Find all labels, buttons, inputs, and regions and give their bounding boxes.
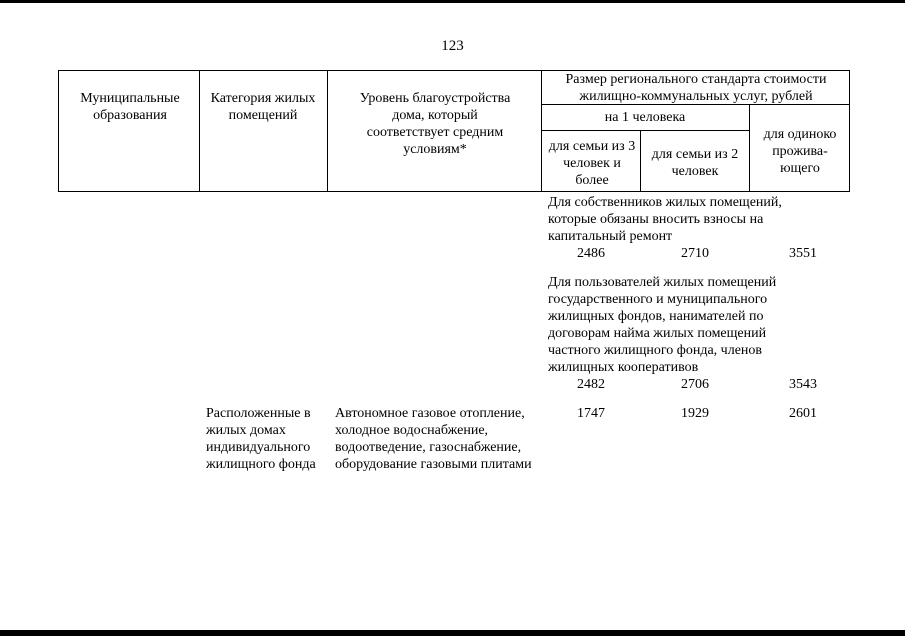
section-users-value-family2: 2706: [681, 377, 709, 392]
table-border-left: [58, 70, 59, 192]
section-owners-value-family3: 2486: [577, 246, 605, 261]
header-family-3: для семьи из 3 человек и более: [548, 139, 636, 188]
row-level: Автономное газовое отопление, холодное водоснабжение, водоотведение, газоснабжение, оборудование газовыми плитами: [335, 406, 532, 472]
table-border-right: [849, 70, 850, 192]
section-users-label: Для пользователей жилых помещений государственного и муниципального жилищных фондов, нанимателей по договорам найма жилых помещений частного жилищного фонда, членов жилищных кооперативов: [548, 275, 777, 375]
header-family-2: для семьи из 2 человек: [651, 147, 739, 179]
table-divider-single: [749, 104, 750, 192]
section-users-value-family3: 2482: [577, 377, 605, 392]
row-value-single: 2601: [789, 406, 817, 421]
row-category: Расположенные в жилых домах индивидуального жилищного фонда: [206, 406, 316, 472]
table-border-header-bottom: [58, 191, 850, 192]
header-level: Уровень благоустройства дома, который соответствует средним условиям*: [359, 91, 511, 157]
header-per-person: на 1 человека: [604, 110, 686, 125]
table-divider-family: [640, 130, 641, 192]
table-divider-2: [327, 70, 328, 192]
section-owners-label: Для собственников жилых помещений, которые обязаны вносить взносы на капитальный ремонт: [548, 195, 782, 244]
section-owners-value-family2: 2710: [681, 246, 709, 261]
header-municipal: Муниципальные образования: [80, 91, 180, 123]
row-value-family3: 1747: [577, 406, 605, 421]
header-category: Категория жилых помещений: [210, 91, 316, 123]
table-divider-3: [541, 70, 542, 192]
row-value-family2: 1929: [681, 406, 709, 421]
table-divider-1: [199, 70, 200, 192]
top-rule: [0, 0, 905, 3]
header-standard: Размер регионального стандарта стоимости жилищно-коммунальных услуг, рублей: [565, 72, 827, 104]
bottom-rule: [0, 630, 905, 636]
header-single: для одиноко прожива-ющего: [763, 127, 837, 176]
section-owners-value-single: 3551: [789, 246, 817, 261]
page-number: 123: [441, 38, 464, 54]
section-users-value-single: 3543: [789, 377, 817, 392]
table-per-person-line: [541, 130, 750, 131]
